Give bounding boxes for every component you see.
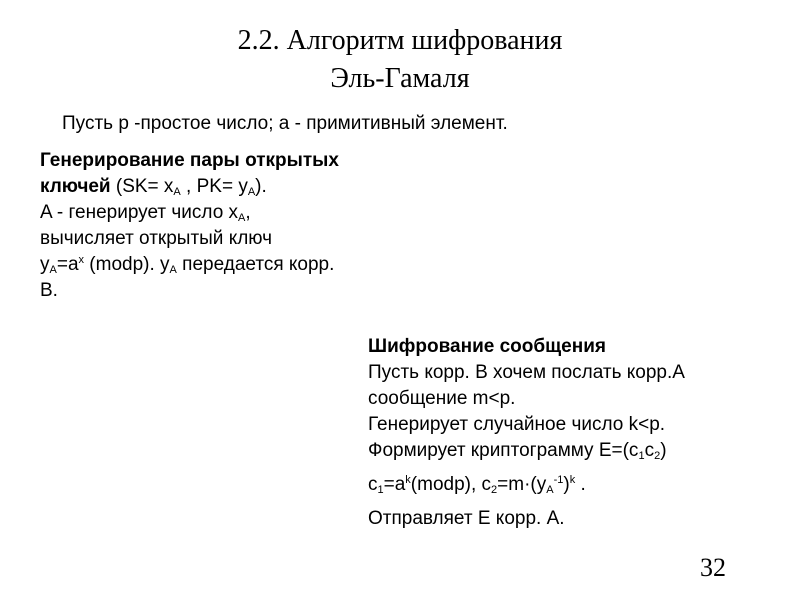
- keygen-heading-line-2: [40, 174, 420, 200]
- keys-close: ).: [255, 176, 267, 197]
- keygen-line-6: B.: [40, 280, 58, 301]
- formula-c2-eq: =m·(y: [497, 474, 547, 495]
- c1-sub: 1: [638, 450, 645, 462]
- ya-sup: x: [78, 254, 85, 266]
- formula-line: [368, 472, 788, 498]
- title-line-2: Эль-Гамаля: [330, 63, 470, 94]
- sk-sub: A: [173, 186, 181, 198]
- formula-c1: c: [368, 474, 378, 495]
- title-line-1: 2.2. Алгоритм шифрования: [237, 25, 563, 56]
- encryption-block: [368, 334, 788, 532]
- formula-c1-sub: 1: [377, 484, 384, 496]
- slide-title: [0, 22, 800, 98]
- keygen-heading-keys: ключей: [40, 176, 111, 197]
- keygen-line-3: [40, 200, 420, 226]
- page-number: 32: [700, 553, 726, 582]
- keygen-line-5: [40, 252, 420, 278]
- formula-mod: (modp), c: [410, 474, 492, 495]
- formula-c2-sub: 2: [491, 484, 498, 496]
- encryption-heading: Шифрование сообщения: [368, 336, 606, 357]
- ya-y: y: [40, 254, 50, 275]
- ya-transfer: передается корр.: [176, 254, 335, 275]
- pk-text: , PK= y: [180, 176, 248, 197]
- formula-dot: .: [575, 474, 586, 495]
- sk-text: (SK= x: [110, 176, 174, 197]
- c2-sub: 2: [654, 450, 661, 462]
- encryption-line-3: Генерирует случайное число k<p.: [368, 414, 666, 435]
- c2-letter: c: [644, 440, 655, 461]
- encryption-final: Отправляет E корр. A.: [368, 508, 565, 529]
- pk-sub: A: [247, 186, 256, 198]
- formula-k-sup: k: [405, 474, 411, 486]
- formula-c1-eq: =a: [383, 474, 406, 495]
- ya-eq: =a: [56, 254, 79, 275]
- ya-sub-2: A: [169, 264, 177, 276]
- encryption-line-2: сообщение m<p.: [368, 388, 516, 409]
- generates-text: A - генерирует число x: [40, 202, 239, 223]
- keygen-block: [40, 148, 420, 304]
- encryption-line-4: [368, 438, 788, 464]
- formula-k-sup-2: k: [569, 474, 576, 486]
- keygen-heading-line-1: Генерирование пары открытых: [40, 150, 339, 171]
- formula-ya-sub: A: [546, 484, 554, 496]
- encryption-line-1: Пусть корр. B хочем послать корр.A: [368, 362, 685, 383]
- line3-comma: ,: [245, 202, 251, 223]
- cryptogram-close: ): [660, 440, 667, 461]
- cryptogram-text: Формирует криптограмму E=(c: [368, 440, 639, 461]
- formula-paren: ): [563, 474, 570, 495]
- keygen-line-4: вычисляет открытый ключ: [40, 228, 273, 249]
- xa-sub: A: [238, 212, 246, 224]
- ya-sub: A: [49, 264, 57, 276]
- formula-inv-sup: -1: [553, 474, 564, 486]
- intro-text: Пусть р -простое число; а - примитивный элемент.: [62, 113, 508, 134]
- ya-modp: (modp). y: [84, 254, 170, 275]
